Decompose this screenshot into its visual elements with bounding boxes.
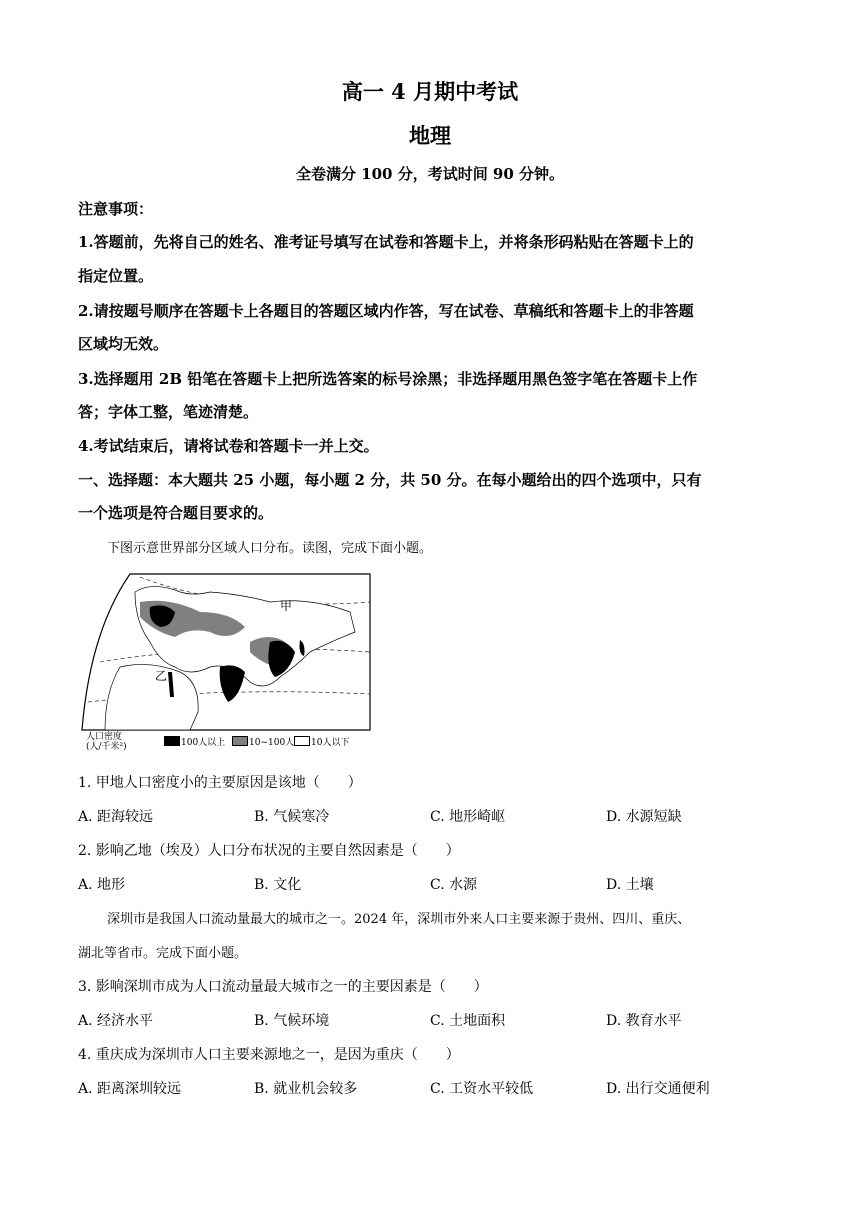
question-intro-2-line2: 湖北等省市。完成下面小题。	[78, 946, 248, 961]
legend-label-high: 100人以上	[181, 738, 226, 748]
question-4-option-d[interactable]: D. 出行交通便利	[606, 1081, 710, 1097]
question-3-option-d[interactable]: D. 教育水平	[606, 1013, 682, 1029]
question-4-stem: 4. 重庆成为深圳市人口主要来源地之一，是因为重庆（ ）	[78, 1047, 460, 1063]
question-4-option-b[interactable]: B. 就业机会较多	[254, 1081, 358, 1097]
africa-outline	[105, 664, 198, 730]
exam-subtitle: 全卷满分 100 分，考试时间 90 分钟。	[295, 165, 565, 183]
population-map	[80, 572, 372, 732]
question-intro-2-line1: 深圳市是我国人口流动量最大的城市之一。2024 年，深圳市外来人口主要来源于贵州、四川、重庆、	[107, 912, 691, 927]
map-label-jia: 甲	[280, 599, 293, 613]
legend-swatch-mid	[232, 736, 248, 746]
section1-heading-line2: 一个选项是符合题目要求的。	[78, 504, 274, 522]
question-4-option-c[interactable]: C. 工资水平较低	[430, 1081, 534, 1097]
notice-item-2-line1: 2.请按题号顺序在答题卡上各题目的答题区域内作答，写在试卷、草稿纸和答题卡上的非答题	[78, 302, 694, 320]
question-1-option-a[interactable]: A. 距海较远	[78, 809, 154, 825]
section1-heading-line1: 一、选择题：本大题共 25 小题，每小题 2 分，共 50 分。在每小题给出的四个选项中，只有	[78, 471, 702, 489]
notice-item-3-line1: 3.选择题用 2B 铅笔在答题卡上把所选答案的标号涂黑；非选择题用黑色签字笔在答题卡上作	[78, 370, 698, 388]
legend-label-low: 10人以下	[311, 738, 350, 748]
question-2-stem: 2. 影响乙地（埃及）人口分布状况的主要自然因素是（ ）	[78, 843, 460, 859]
question-1-option-d[interactable]: D. 水源短缺	[606, 809, 682, 825]
question-2-option-b[interactable]: B. 文化	[254, 877, 302, 893]
notice-item-4-line1: 4.考试结束后，请将试卷和答题卡一并上交。	[78, 437, 379, 455]
notice-item-1-line2: 指定位置。	[78, 267, 154, 285]
notice-item-1-line1: 1.答题前，先将自己的姓名、准考证号填写在试卷和答题卡上，并将条形码粘贴在答题卡上的	[78, 233, 694, 251]
map-legend	[80, 732, 380, 754]
exam-title: 高一 4 月期中考试	[341, 79, 519, 104]
question-4-option-a[interactable]: A. 距离深圳较远	[78, 1081, 182, 1097]
question-3-option-c[interactable]: C. 土地面积	[430, 1013, 506, 1029]
question-1-option-b[interactable]: B. 气候寒冷	[254, 809, 330, 825]
question-2-option-d[interactable]: D. 土壤	[606, 877, 654, 893]
question-2-option-c[interactable]: C. 水源	[430, 877, 478, 893]
legend-swatch-high	[164, 736, 180, 746]
legend-title-1: 人口密度	[86, 732, 123, 742]
legend-label-mid: 10~100人	[249, 738, 295, 748]
notice-heading: 注意事项：	[78, 200, 154, 218]
question-1-stem: 1. 甲地人口密度小的主要原因是该地（ ）	[78, 775, 362, 791]
question-2-option-a[interactable]: A. 地形	[78, 877, 126, 893]
legend-swatch-low	[294, 736, 310, 746]
question-intro-1: 下图示意世界部分区域人口分布。读图，完成下面小题。	[107, 541, 433, 556]
question-3-stem: 3. 影响深圳市成为人口流动量最大城市之一的主要因素是（ ）	[78, 979, 488, 995]
population-map-svg	[80, 572, 372, 732]
question-3-option-b[interactable]: B. 气候环境	[254, 1013, 330, 1029]
notice-item-2-line2: 区域均无效。	[78, 335, 169, 353]
question-1-option-c[interactable]: C. 地形崎岖	[430, 809, 506, 825]
notice-item-3-line2: 答；字体工整，笔迹清楚。	[78, 403, 259, 421]
legend-title-2: (人/千米²)	[86, 742, 127, 752]
question-3-option-a[interactable]: A. 经济水平	[78, 1013, 154, 1029]
subject-title: 地理	[409, 123, 451, 148]
map-label-yi: 乙	[155, 669, 168, 683]
